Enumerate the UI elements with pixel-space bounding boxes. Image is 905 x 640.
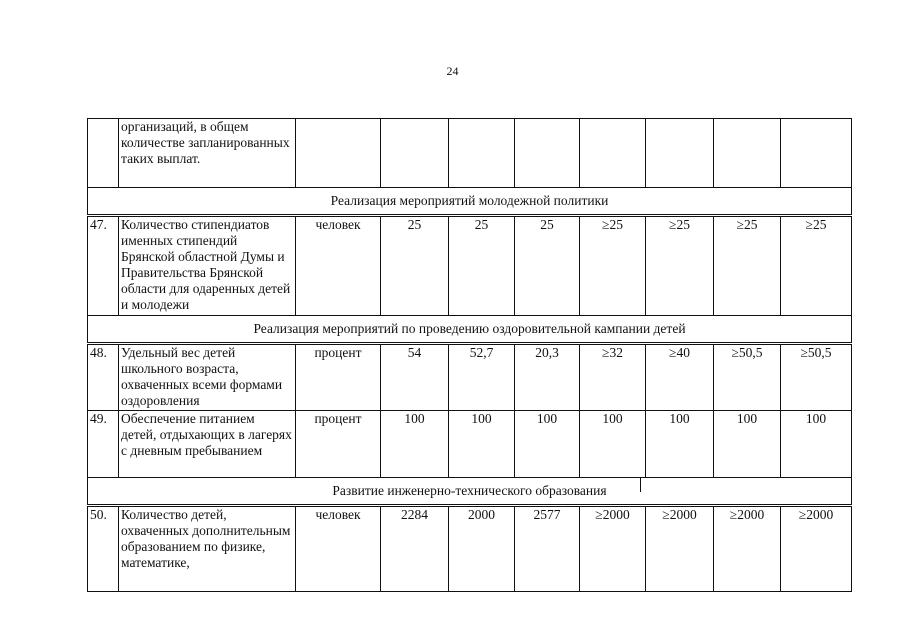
value-cell: [714, 119, 781, 188]
value-cell: ≥2000: [714, 506, 781, 592]
table-row: [88, 411, 852, 478]
section-heading: Развитие инженерно-технического образования: [88, 478, 852, 506]
value-cell: [646, 119, 714, 188]
value-cell: ≥25: [781, 216, 852, 316]
section-heading: Реализация мероприятий по проведению оздоровительной кампании детей: [88, 316, 852, 344]
value-cell: 100: [449, 411, 515, 478]
section-row: [88, 188, 852, 216]
value-cell: 100: [714, 411, 781, 478]
indicator-name: Удельный вес детей школьного возраста, охваченных всеми формами оздоровления: [119, 344, 296, 411]
indicator-name-cell: организаций, в общем количестве запланированных таких выплат.: [119, 119, 296, 188]
indicator-name: Количество детей, охваченных дополнительным образованием по физике, математике,: [119, 506, 296, 592]
unit-cell: [296, 119, 381, 188]
section-row: [88, 478, 852, 506]
value-cell: 100: [781, 411, 852, 478]
value-cell: ≥25: [714, 216, 781, 316]
value-cell: ≥50,5: [781, 344, 852, 411]
unit-label: человек: [296, 506, 381, 592]
unit-label: процент: [296, 411, 381, 478]
row-number: 47.: [88, 216, 119, 316]
indicator-name: Количество стипендиатов именных стипендий Брянской областной Думы и Правительства Брянской области для одаренных детей и молодежи: [119, 216, 296, 316]
value-cell: [515, 119, 580, 188]
value-cell: 25: [449, 216, 515, 316]
value-cell: ≥2000: [580, 506, 646, 592]
value-cell: ≥25: [580, 216, 646, 316]
unit-label: процент: [296, 344, 381, 411]
value-cell: 2284: [381, 506, 449, 592]
row-number: 50.: [88, 506, 119, 592]
value-cell: ≥25: [646, 216, 714, 316]
value-cell: 100: [381, 411, 449, 478]
value-cell: [449, 119, 515, 188]
value-cell: 2000: [449, 506, 515, 592]
value-cell: 100: [580, 411, 646, 478]
value-cell: 100: [646, 411, 714, 478]
row-number-cell: [88, 119, 119, 188]
value-cell: 52,7: [449, 344, 515, 411]
row-number: 48.: [88, 344, 119, 411]
value-cell: 100: [515, 411, 580, 478]
scan-artifact-line: [640, 478, 641, 492]
value-cell: 25: [515, 216, 580, 316]
table-row-continuation: [88, 119, 852, 188]
section-heading: Реализация мероприятий молодежной политики: [88, 188, 852, 216]
value-cell: 20,3: [515, 344, 580, 411]
indicator-name: Обеспечение питанием детей, отдыхающих в лагерях с дневным пребыванием: [119, 411, 296, 478]
value-cell: [381, 119, 449, 188]
value-cell: 2577: [515, 506, 580, 592]
page-number: 24: [446, 64, 459, 78]
table-row: [88, 344, 852, 411]
value-cell: ≥40: [646, 344, 714, 411]
value-cell: ≥50,5: [714, 344, 781, 411]
value-cell: 54: [381, 344, 449, 411]
value-cell: ≥32: [580, 344, 646, 411]
table-row: [88, 216, 852, 316]
section-row: [88, 316, 852, 344]
unit-label: человек: [296, 216, 381, 316]
value-cell: [781, 119, 852, 188]
table-row: [88, 506, 852, 592]
value-cell: ≥2000: [781, 506, 852, 592]
value-cell: ≥2000: [646, 506, 714, 592]
row-number: 49.: [88, 411, 119, 478]
value-cell: 25: [381, 216, 449, 316]
value-cell: [580, 119, 646, 188]
indicators-table: [87, 118, 852, 592]
